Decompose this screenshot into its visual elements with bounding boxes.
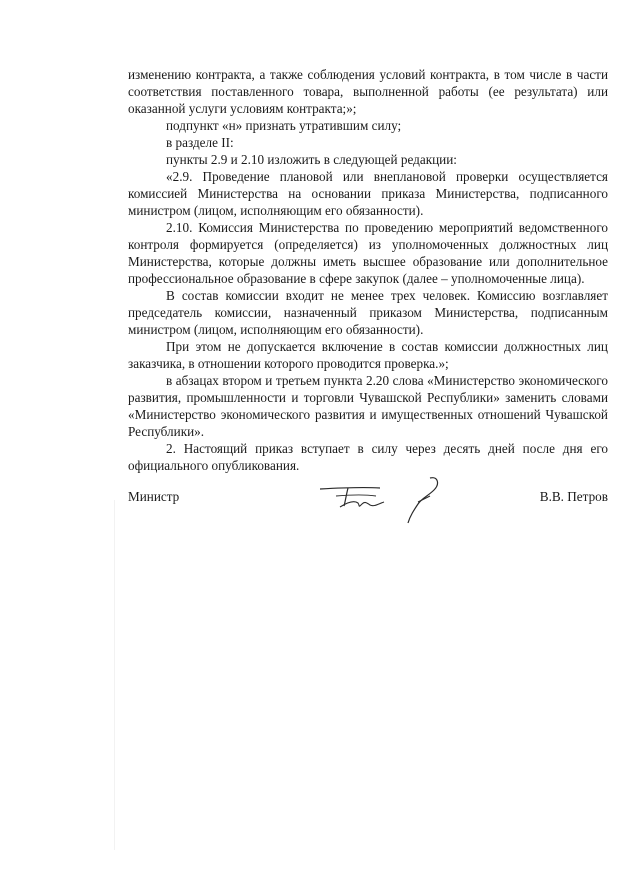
paragraph-4: пункты 2.9 и 2.10 изложить в следующей редакции: [166, 152, 457, 167]
paragraph-6: 2.10. Комиссия Министерства по проведению мероприятий ведомственного контроля формируется (определяется) из уполномоченных должностных лиц Министерства, которые должны иметь высшее образование или дополнительное профессиональное образование в сфере закупок (далее – уполномоченные лица). [128, 220, 608, 286]
paragraph-5: «2.9. Проведение плановой или внеплановой проверки осуществляется комиссией Министерства на основании приказа Министерства, подписанного министром (лицом, исполняющим его обязанности). [128, 169, 608, 218]
paragraph-8: При этом не допускается включение в состав комиссии должностных лиц заказчика, в отношении которого проводится проверка.»; [128, 339, 608, 371]
signature-block [128, 476, 608, 536]
paragraph-10: 2. Настоящий приказ вступает в силу через десять дней после дня его официального опубликования. [128, 441, 608, 473]
handwritten-signature-icon [318, 476, 458, 526]
paragraph-2: подпункт «н» признать утратившим силу; [166, 118, 402, 133]
paragraph-9: в абзацах втором и третьем пункта 2.20 слова «Министерство экономического развития, промышленности и торговли Чувашской Республики» заменить словами «Министерство экономического развития и имущественных отношений Чувашской Республики». [128, 373, 608, 439]
scan-edge-divider [114, 500, 115, 850]
document-body [128, 66, 608, 474]
signer-title: Министр [128, 489, 180, 504]
paragraph-7: В состав комиссии входит не менее трех человек. Комиссию возглавляет председатель комиссии, назначенный приказом Министерства, подписанным министром (лицом, исполняющим его обязанности). [128, 288, 608, 337]
paragraph-1: изменению контракта, а также соблюдения условий контракта, в том числе в части соответствия поставленного товара, выполненной работы (ее результата) или оказанной услуги условиям контракта;»; [128, 67, 608, 116]
signer-name: В.В. Петров [539, 489, 608, 504]
paragraph-3: в разделе II: [166, 135, 234, 150]
